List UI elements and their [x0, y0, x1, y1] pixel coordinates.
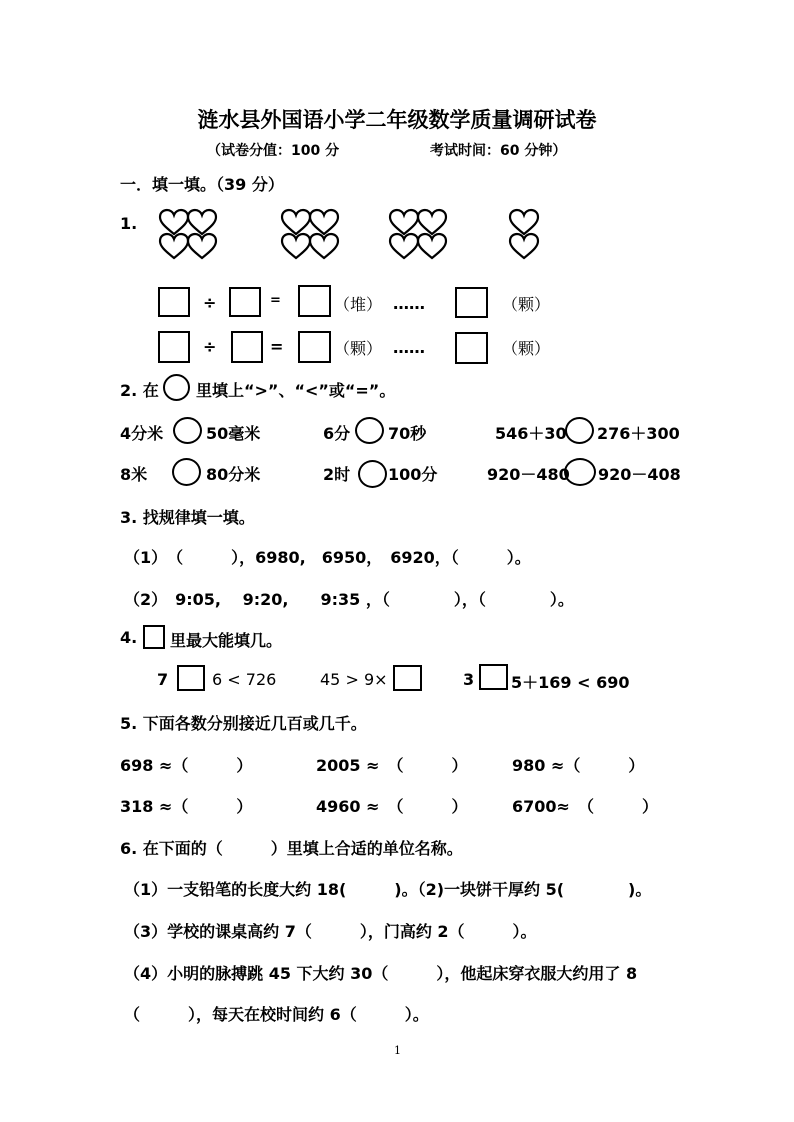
- unit-label: （颗）: [502, 339, 551, 358]
- divide-sign: ÷: [203, 337, 217, 356]
- compare-circle[interactable]: [355, 417, 384, 444]
- heart-group-4: [510, 210, 538, 258]
- equals-sign: =: [270, 337, 284, 356]
- compare-left: 6分: [323, 424, 351, 443]
- compare-right: 70秒: [388, 424, 427, 443]
- compare-circle[interactable]: [565, 417, 594, 444]
- question-prefix: 4.: [120, 628, 138, 647]
- question-number: 1.: [120, 214, 138, 233]
- approx-item: 698 ≈（ ）: [120, 756, 253, 775]
- question-text: 里填上“>”、“<”或“=”。: [196, 381, 396, 400]
- unit-line: （ ），每天在校时间约 6（ ）。: [124, 1005, 429, 1024]
- compare-right: 50毫米: [206, 424, 261, 443]
- answer-box[interactable]: [479, 664, 508, 690]
- approx-item: 4960 ≈ （ ）: [316, 797, 468, 816]
- heart-group-3: [390, 210, 446, 258]
- expression-part: 45 > 9×: [320, 670, 388, 689]
- compare-left: 8米: [120, 465, 148, 484]
- question-heading: 6. 在下面的（ ）里填上合适的单位名称。: [120, 839, 463, 858]
- compare-left: 4分米: [120, 424, 164, 443]
- compare-circle[interactable]: [173, 417, 202, 444]
- compare-circle: [163, 374, 190, 401]
- sequence-line: （1） （ ），6980, 6950， 6920，（ ）。: [124, 548, 531, 567]
- question-heading: 3. 找规律填一填。: [120, 508, 255, 527]
- compare-right: 276＋300: [597, 424, 680, 443]
- answer-box[interactable]: [177, 665, 205, 691]
- hearts-illustration: [155, 208, 695, 260]
- answer-box[interactable]: [158, 331, 190, 363]
- heart-group-1: [160, 210, 216, 258]
- expression-part: 6 < 726: [212, 670, 277, 689]
- expression-part: 7: [157, 670, 169, 689]
- divide-sign: ÷: [203, 293, 217, 312]
- ellipsis: ……: [393, 294, 425, 313]
- expression-part: 3: [463, 670, 475, 689]
- question-prefix: 2. 在: [120, 381, 159, 400]
- unit-line: （4）小明的脉搏跳 45 下大约 30（ ），他起床穿衣服大约用了 8: [124, 964, 638, 983]
- compare-right: 80分米: [206, 465, 261, 484]
- unit-line: （1）一支铅笔的长度大约 18( )。（2)一块饼干厚约 5( )。: [124, 880, 652, 899]
- compare-left: 2时: [323, 465, 351, 484]
- time-info: 考试时间：60 分钟）: [430, 143, 567, 159]
- compare-circle[interactable]: [358, 460, 387, 488]
- answer-box[interactable]: [158, 287, 190, 317]
- approx-item: 318 ≈（ ）: [120, 797, 253, 816]
- question-text: 里最大能填几。: [170, 631, 283, 650]
- unit-label: （堆）: [334, 295, 383, 314]
- sequence-line: （2） 9:05, 9:20, 9:35 ，（ ），（ ）。: [124, 590, 574, 609]
- section-heading: 一．填一填。（39 分）: [120, 175, 284, 194]
- compare-left: 920－480: [487, 465, 570, 484]
- answer-box[interactable]: [231, 331, 263, 363]
- compare-left: 546＋30: [495, 424, 567, 443]
- answer-box[interactable]: [393, 665, 422, 691]
- answer-box[interactable]: [298, 285, 331, 317]
- expression-part: 5＋169 < 690: [511, 673, 630, 692]
- unit-line: （3）学校的课桌高约 7（ ），门高约 2（ ）。: [124, 922, 537, 941]
- page-number: 1: [394, 1044, 401, 1057]
- equals-sign: =: [270, 293, 281, 308]
- answer-box[interactable]: [298, 331, 331, 363]
- score-info: （试卷分值：100 分: [207, 143, 340, 159]
- compare-circle[interactable]: [564, 458, 596, 486]
- compare-right: 100分: [388, 465, 438, 484]
- approx-item: 980 ≈（ ）: [512, 756, 645, 775]
- unit-label: （颗）: [334, 339, 383, 358]
- approx-item: 2005 ≈ （ ）: [316, 756, 468, 775]
- page-title: 涟水县外国语小学二年级数学质量调研试卷: [197, 108, 597, 132]
- compare-circle[interactable]: [172, 458, 201, 486]
- square-symbol: [143, 625, 165, 649]
- question-heading: 5. 下面各数分别接近几百或几千。: [120, 714, 367, 733]
- answer-box[interactable]: [455, 332, 488, 364]
- ellipsis: ……: [393, 338, 425, 357]
- heart-group-2: [282, 210, 338, 258]
- answer-box[interactable]: [229, 287, 261, 317]
- compare-right: 920－408: [598, 465, 681, 484]
- unit-label: （颗）: [502, 295, 551, 314]
- answer-box[interactable]: [455, 287, 488, 318]
- approx-item: 6700≈ （ ）: [512, 797, 658, 816]
